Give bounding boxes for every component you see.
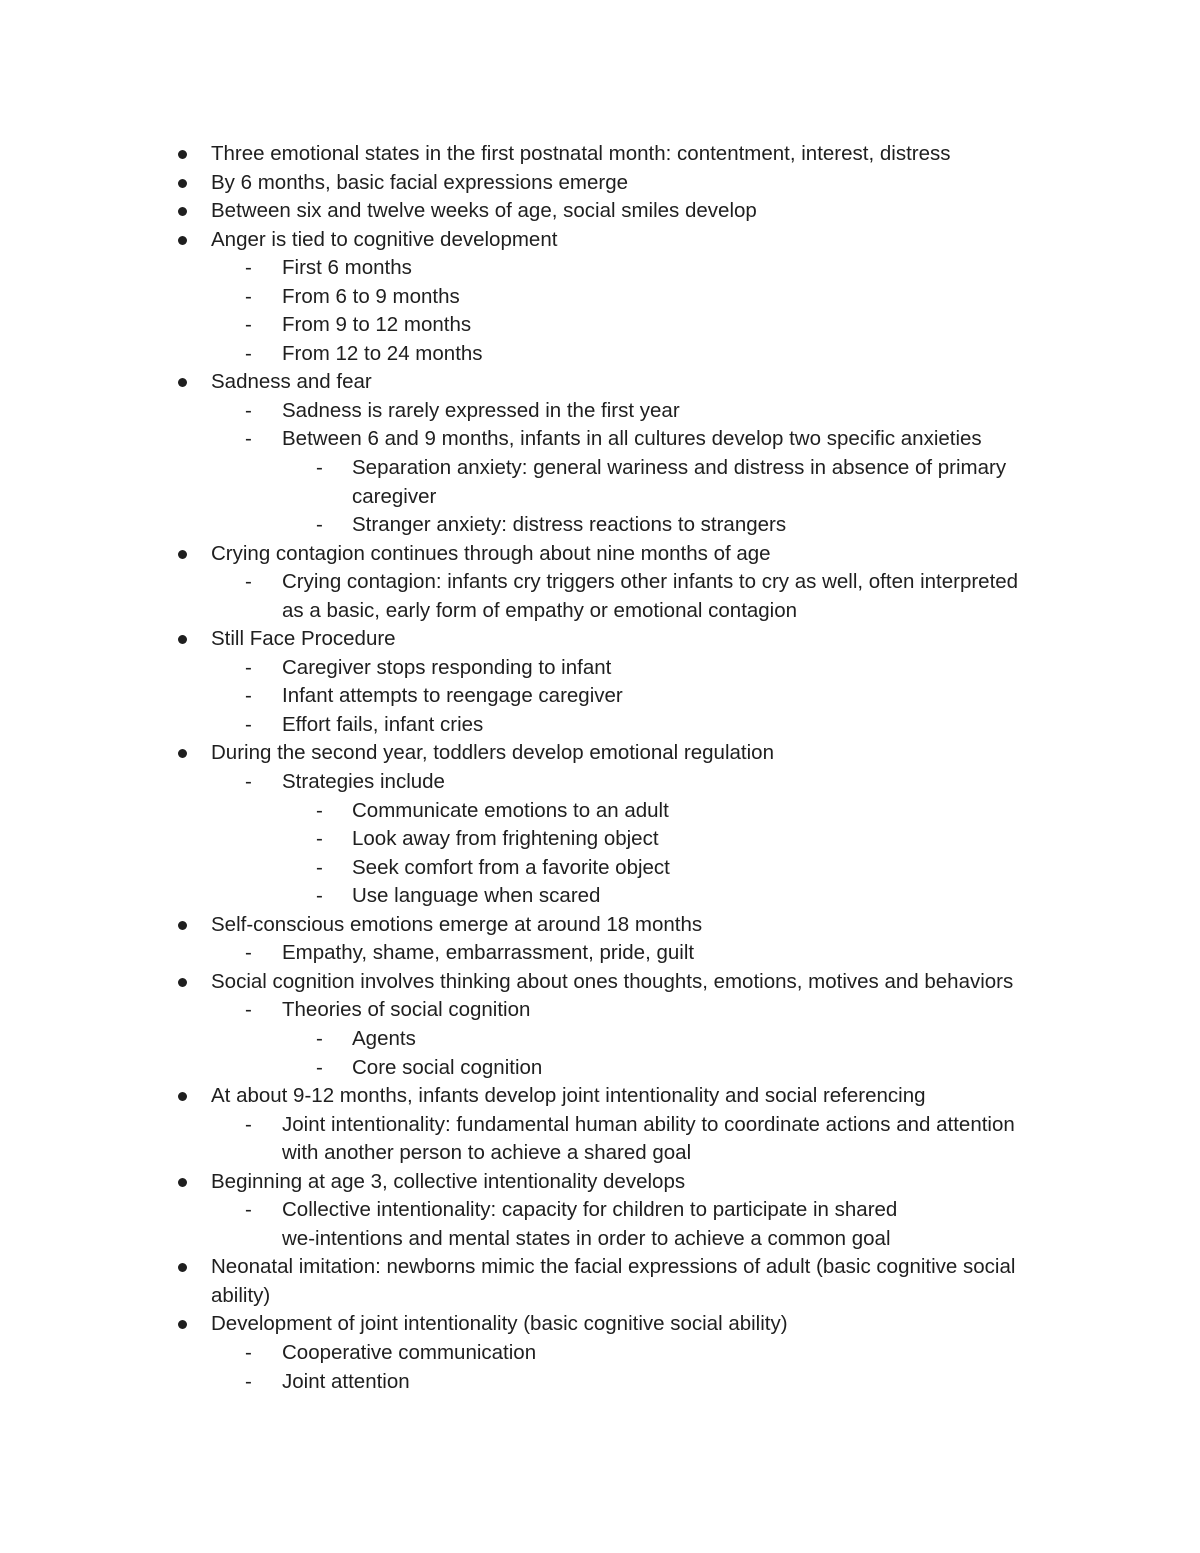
bullet-dot-icon xyxy=(178,550,187,559)
bullet-dot-icon xyxy=(178,749,187,758)
item-text: Seek comfort from a favorite object xyxy=(352,855,670,879)
item-text: Sadness and fear xyxy=(211,370,372,394)
item-text: Separation anxiety: general wariness and distress in absence of primary xyxy=(352,456,1007,480)
dash-marker: - xyxy=(245,655,252,679)
item-text: Neonatal imitation: newborns mimic the facial expressions of adult (basic cognitive social xyxy=(211,1255,1016,1279)
sub-sub-item xyxy=(0,1054,1200,1083)
sub-item xyxy=(0,597,1200,626)
bullet-dot-icon xyxy=(178,150,187,159)
dash-marker: - xyxy=(245,398,252,422)
item-text: Core social cognition xyxy=(352,1055,543,1079)
sub-item xyxy=(0,311,1200,340)
sub-item xyxy=(0,254,1200,283)
sub-item xyxy=(0,1111,1200,1140)
item-text: Empathy, shame, embarrassment, pride, guilt xyxy=(282,941,695,965)
sub-sub-item xyxy=(0,483,1200,512)
dash-marker: - xyxy=(245,570,252,594)
bullet-item xyxy=(0,625,1200,654)
dash-marker: - xyxy=(316,884,323,908)
dash-marker: - xyxy=(316,798,323,822)
sub-sub-item xyxy=(0,797,1200,826)
item-text: Beginning at age 3, collective intentionality develops xyxy=(211,1169,686,1193)
item-text: Effort fails, infant cries xyxy=(282,712,484,736)
sub-item xyxy=(0,1339,1200,1368)
item-text: From 9 to 12 months xyxy=(282,313,472,337)
item-text: First 6 months xyxy=(282,256,412,280)
bullet-item xyxy=(0,368,1200,397)
item-text: From 12 to 24 months xyxy=(282,341,483,365)
item-text: Agents xyxy=(352,1026,416,1050)
sub-item xyxy=(0,682,1200,711)
sub-item xyxy=(0,654,1200,683)
bullet-dot-icon xyxy=(178,978,187,987)
sub-item xyxy=(0,340,1200,369)
bullet-dot-icon xyxy=(178,378,187,387)
item-text: Collective intentionality: capacity for children to participate in shared xyxy=(282,1198,898,1222)
bullet-item xyxy=(0,169,1200,198)
sub-sub-item xyxy=(0,882,1200,911)
dash-marker: - xyxy=(245,313,252,337)
dash-marker: - xyxy=(245,941,252,965)
sub-sub-item xyxy=(0,511,1200,540)
item-text: Self-conscious emotions emerge at around 18 months xyxy=(211,912,703,936)
item-text: During the second year, toddlers develop emotional regulation xyxy=(211,741,774,765)
item-text: we-intentions and mental states in order to achieve a common goal xyxy=(282,1226,891,1250)
item-text: Still Face Procedure xyxy=(211,627,396,651)
dash-marker: - xyxy=(245,256,252,280)
sub-item xyxy=(0,397,1200,426)
item-text: Crying contagion: infants cry triggers other infants to cry as well, often interpreted xyxy=(282,570,1019,594)
item-text: At about 9-12 months, infants develop joint intentionality and social referencing xyxy=(211,1084,926,1108)
bullet-item xyxy=(0,968,1200,997)
item-text: Crying contagion continues through about nine months of age xyxy=(211,541,771,565)
item-text: caregiver xyxy=(352,484,437,508)
bullet-item xyxy=(0,540,1200,569)
item-text: Theories of social cognition xyxy=(282,998,531,1022)
item-text: Three emotional states in the first postnatal month: contentment, interest, distress xyxy=(211,142,951,165)
item-text: Cooperative communication xyxy=(282,1340,537,1364)
item-text: Development of joint intentionality (basic cognitive social ability) xyxy=(211,1312,788,1336)
dash-marker: - xyxy=(245,284,252,308)
bullet-item xyxy=(0,1168,1200,1197)
sub-item xyxy=(0,425,1200,454)
bullet-dot-icon xyxy=(178,921,187,930)
dash-marker: - xyxy=(245,1340,252,1364)
dash-marker: - xyxy=(245,998,252,1022)
dash-marker: - xyxy=(245,684,252,708)
dash-marker: - xyxy=(316,456,323,480)
dash-marker: - xyxy=(245,427,252,451)
bullet-dot-icon xyxy=(178,635,187,644)
dash-marker: - xyxy=(245,1369,252,1393)
dash-marker: - xyxy=(245,712,252,736)
bullet-dot-icon xyxy=(178,179,187,188)
item-text: Joint attention xyxy=(282,1369,410,1393)
sub-sub-item xyxy=(0,454,1200,483)
sub-item xyxy=(0,939,1200,968)
bullet-dot-icon xyxy=(178,1320,187,1329)
document-body xyxy=(0,140,1200,1396)
sub-sub-item xyxy=(0,1025,1200,1054)
item-text: Caregiver stops responding to infant xyxy=(282,655,612,679)
bullet-item xyxy=(0,226,1200,255)
sub-sub-item xyxy=(0,854,1200,883)
bullet-item xyxy=(0,1282,1200,1311)
sub-item xyxy=(0,1368,1200,1397)
sub-item xyxy=(0,1139,1200,1168)
item-text: Social cognition involves thinking about ones thoughts, emotions, motives and behaviors xyxy=(211,969,1014,993)
dash-marker: - xyxy=(245,1198,252,1222)
item-text: From 6 to 9 months xyxy=(282,284,460,308)
sub-item xyxy=(0,996,1200,1025)
bullet-item xyxy=(0,911,1200,940)
bullet-item xyxy=(0,140,1200,169)
item-text: Infant attempts to reengage caregiver xyxy=(282,684,623,708)
item-text: Strategies include xyxy=(282,770,445,794)
item-text: Communicate emotions to an adult xyxy=(352,798,669,822)
item-text: Stranger anxiety: distress reactions to strangers xyxy=(352,513,787,537)
item-text: ability) xyxy=(211,1283,271,1307)
dash-marker: - xyxy=(316,513,323,537)
item-text: Between six and twelve weeks of age, social smiles develop xyxy=(211,199,757,223)
bullet-dot-icon xyxy=(178,1092,187,1101)
bullet-item xyxy=(0,1253,1200,1282)
bullet-dot-icon xyxy=(178,1263,187,1272)
item-text: as a basic, early form of empathy or emotional contagion xyxy=(282,598,798,622)
dash-marker: - xyxy=(245,341,252,365)
sub-sub-item xyxy=(0,825,1200,854)
item-text: Anger is tied to cognitive development xyxy=(211,227,558,251)
bullet-dot-icon xyxy=(178,236,187,245)
item-text: Joint intentionality: fundamental human ability to coordinate actions and attention xyxy=(282,1112,1015,1136)
bullet-dot-icon xyxy=(178,1178,187,1187)
dash-marker: - xyxy=(316,1026,323,1050)
bullet-item xyxy=(0,1310,1200,1339)
sub-item xyxy=(0,283,1200,312)
bullet-item xyxy=(0,197,1200,226)
dash-marker: - xyxy=(245,1112,252,1136)
item-text: Between 6 and 9 months, infants in all cultures develop two specific anxieties xyxy=(282,427,982,451)
item-text: with another person to achieve a shared goal xyxy=(282,1141,692,1165)
bullet-item xyxy=(0,739,1200,768)
bullet-item xyxy=(0,1082,1200,1111)
sub-item xyxy=(0,1196,1200,1225)
item-text: Look away from frightening object xyxy=(352,827,659,851)
sub-item xyxy=(0,568,1200,597)
dash-marker: - xyxy=(316,827,323,851)
dash-marker: - xyxy=(316,1055,323,1079)
sub-item xyxy=(0,711,1200,740)
sub-item xyxy=(0,1225,1200,1254)
sub-item xyxy=(0,768,1200,797)
dash-marker: - xyxy=(316,855,323,879)
dash-marker: - xyxy=(245,770,252,794)
item-text: Sadness is rarely expressed in the first year xyxy=(282,398,680,422)
bullet-dot-icon xyxy=(178,207,187,216)
item-text: Use language when scared xyxy=(352,884,601,908)
item-text: By 6 months, basic facial expressions emerge xyxy=(211,170,629,194)
